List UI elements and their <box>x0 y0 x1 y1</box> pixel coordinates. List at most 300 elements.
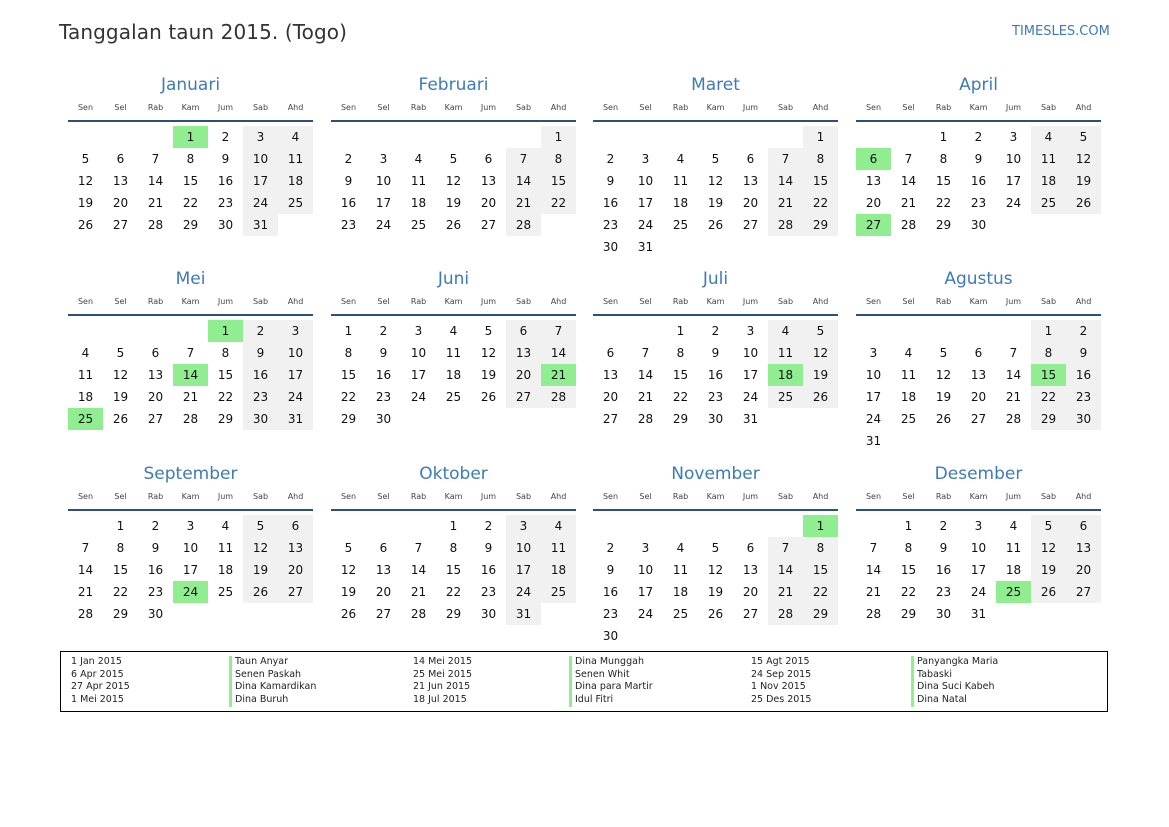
day-cell: 30 <box>480 607 497 621</box>
weekday-label: Jum <box>480 103 497 112</box>
weekday-label: Sel <box>377 492 390 501</box>
legend-date: 25 Mei 2015 <box>413 668 472 680</box>
day-cell: 14 <box>1005 368 1022 382</box>
holiday-day-cell: 1 <box>208 320 243 342</box>
month-name: Februari <box>418 75 489 95</box>
day-cell: 31 <box>970 607 987 621</box>
day-cell: 26 <box>77 218 94 232</box>
day-cell: 4 <box>1031 126 1066 148</box>
day-cell: 8 <box>803 537 838 559</box>
weekday-header <box>593 297 838 309</box>
day-cell: 21 <box>77 585 94 599</box>
legend-dates <box>413 656 472 707</box>
weekday-label: Sel <box>902 297 915 306</box>
day-cell: 2 <box>939 519 948 533</box>
legend-names <box>229 656 316 707</box>
day-cell: 18 <box>217 563 234 577</box>
day-cell: 20 <box>865 196 882 210</box>
day-cell: 31 <box>243 214 278 236</box>
day-cell: 6 <box>746 152 755 166</box>
day-cell: 3 <box>278 320 313 342</box>
month-divider <box>331 120 576 122</box>
day-cell: 28 <box>865 607 882 621</box>
day-cell: 12 <box>480 346 497 360</box>
day-cell: 19 <box>243 559 278 581</box>
legend-holiday-name: Idul Fitri <box>575 694 614 706</box>
weekday-label: Ahd <box>287 297 304 306</box>
weekday-label: Jum <box>480 492 497 501</box>
day-cell: 20 <box>375 585 392 599</box>
day-cell: 15 <box>803 170 838 192</box>
day-cell: 28 <box>637 412 654 426</box>
day-cell: 1 <box>541 126 576 148</box>
day-cell: 17 <box>182 563 199 577</box>
day-cell: 4 <box>221 519 230 533</box>
day-cell: 25 <box>278 192 313 214</box>
day-cell: 5 <box>939 346 948 360</box>
day-cell: 26 <box>935 412 952 426</box>
legend-date: 27 Apr 2015 <box>71 681 130 693</box>
day-cell: 14 <box>541 342 576 364</box>
day-cell: 28 <box>1005 412 1022 426</box>
day-cell: 13 <box>112 174 129 188</box>
day-cell: 30 <box>147 607 164 621</box>
day-cell: 8 <box>904 541 913 555</box>
day-cell: 27 <box>480 218 497 232</box>
day-cell: 22 <box>803 581 838 603</box>
holiday-day-cell: 21 <box>541 364 576 386</box>
day-cell: 5 <box>1031 515 1066 537</box>
day-cell: 24 <box>375 218 392 232</box>
day-cell: 10 <box>410 346 427 360</box>
weekday-label: Rab <box>935 492 952 501</box>
day-cell: 29 <box>217 412 234 426</box>
weekday-label: Sab <box>777 103 794 112</box>
day-cell: 20 <box>602 390 619 404</box>
day-cell: 19 <box>707 585 724 599</box>
day-cell: 18 <box>445 368 462 382</box>
day-cell: 10 <box>1005 152 1022 166</box>
day-cell: 2 <box>606 541 615 555</box>
day-cell: 23 <box>340 218 357 232</box>
holiday-legend <box>60 651 1108 712</box>
day-cell: 18 <box>1005 563 1022 577</box>
day-cell: 23 <box>1066 386 1101 408</box>
weekday-label: Sen <box>865 297 882 306</box>
legend-date: 18 Jul 2015 <box>413 694 467 706</box>
day-cell: 13 <box>1066 537 1101 559</box>
day-cell: 5 <box>1066 126 1101 148</box>
day-cell: 17 <box>970 563 987 577</box>
weekday-label: Ahd <box>550 297 567 306</box>
day-cell: 31 <box>865 434 882 448</box>
day-cell: 1 <box>676 324 685 338</box>
weekday-label: Rab <box>672 103 689 112</box>
month-divider <box>593 509 838 511</box>
day-cell: 18 <box>77 390 94 404</box>
day-cell: 5 <box>81 152 90 166</box>
day-cell: 10 <box>278 342 313 364</box>
legend-date: 14 Mei 2015 <box>413 656 472 667</box>
day-cell: 5 <box>344 541 353 555</box>
day-cell: 27 <box>970 412 987 426</box>
day-cell: 14 <box>77 563 94 577</box>
site-link[interactable]: TIMESLES.COM <box>1012 24 1110 39</box>
day-cell: 3 <box>746 324 755 338</box>
day-cell: 25 <box>541 581 576 603</box>
legend-names <box>569 656 653 707</box>
month-divider <box>68 120 313 122</box>
day-cell: 22 <box>803 192 838 214</box>
weekday-label: Jum <box>1005 297 1022 306</box>
day-cell: 1 <box>939 130 948 144</box>
day-cell: 10 <box>637 563 654 577</box>
day-cell: 7 <box>151 152 160 166</box>
legend-date: 21 Jun 2015 <box>413 681 471 693</box>
day-cell: 18 <box>672 196 689 210</box>
day-cell: 22 <box>900 585 917 599</box>
day-cell: 22 <box>935 196 952 210</box>
legend-holiday-name: Dina Natal <box>917 694 967 706</box>
day-cell: 9 <box>344 174 353 188</box>
day-cell: 15 <box>541 170 576 192</box>
day-cell: 29 <box>672 412 689 426</box>
day-cell: 18 <box>278 170 313 192</box>
weekday-label: Sen <box>77 492 94 501</box>
day-cell: 3 <box>974 519 983 533</box>
day-cell: 28 <box>768 603 803 625</box>
day-cell: 29 <box>1031 408 1066 430</box>
day-cell: 11 <box>278 148 313 170</box>
weekday-label: Rab <box>410 297 427 306</box>
day-cell: 28 <box>147 218 164 232</box>
day-cell: 9 <box>243 342 278 364</box>
day-cell: 1 <box>904 519 913 533</box>
day-cell: 3 <box>869 346 878 360</box>
day-cell: 16 <box>707 368 724 382</box>
day-cell: 10 <box>637 174 654 188</box>
day-cell: 9 <box>606 174 615 188</box>
day-cell: 31 <box>506 603 541 625</box>
day-cell: 5 <box>484 324 493 338</box>
day-cell: 12 <box>707 174 724 188</box>
day-cell: 23 <box>480 585 497 599</box>
day-cell: 9 <box>1066 342 1101 364</box>
page-title: Tanggalan taun 2015. (Togo) <box>59 20 348 44</box>
month-name: Oktober <box>419 464 488 484</box>
day-cell: 7 <box>768 537 803 559</box>
weekday-label: Ahd <box>1075 103 1092 112</box>
day-cell: 27 <box>742 607 759 621</box>
month-name: Juli <box>702 269 729 289</box>
day-cell: 1 <box>344 324 353 338</box>
weekday-label: Sab <box>515 103 532 112</box>
day-cell: 29 <box>803 214 838 236</box>
day-cell: 23 <box>243 386 278 408</box>
day-cell: 27 <box>375 607 392 621</box>
day-cell: 18 <box>410 196 427 210</box>
day-cell: 12 <box>803 342 838 364</box>
weekday-label: Sab <box>777 492 794 501</box>
day-cell: 11 <box>672 174 689 188</box>
day-cell: 21 <box>637 390 654 404</box>
weekday-label: Sab <box>252 297 269 306</box>
day-cell: 15 <box>340 368 357 382</box>
day-cell: 11 <box>1031 148 1066 170</box>
legend-holiday-name: Dina Munggah <box>575 656 644 667</box>
day-cell: 14 <box>637 368 654 382</box>
day-cell: 28 <box>768 214 803 236</box>
day-cell: 7 <box>1009 346 1018 360</box>
day-cell: 1 <box>803 126 838 148</box>
day-cell: 10 <box>506 537 541 559</box>
day-cell: 30 <box>375 412 392 426</box>
weekday-label: Sel <box>114 492 127 501</box>
day-cell: 6 <box>746 541 755 555</box>
day-cell: 21 <box>768 581 803 603</box>
day-cell: 27 <box>147 412 164 426</box>
day-cell: 3 <box>243 126 278 148</box>
weekday-label: Sel <box>902 103 915 112</box>
legend-holiday-name: Panyangka Maria <box>917 656 999 667</box>
weekday-label: Ahd <box>550 492 567 501</box>
day-cell: 4 <box>278 126 313 148</box>
day-cell: 25 <box>217 585 234 599</box>
day-cell: 24 <box>410 390 427 404</box>
weekday-label: Rab <box>147 492 164 501</box>
month-name: Agustus <box>944 269 1013 289</box>
weekday-label: Rab <box>672 492 689 501</box>
day-cell: 14 <box>900 174 917 188</box>
day-cell: 13 <box>602 368 619 382</box>
day-cell: 31 <box>742 412 759 426</box>
holiday-day-cell: 27 <box>856 214 891 236</box>
day-cell: 7 <box>186 346 195 360</box>
day-cell: 9 <box>151 541 160 555</box>
day-cell: 10 <box>742 346 759 360</box>
weekday-label: Jum <box>1005 492 1022 501</box>
day-cell: 16 <box>935 563 952 577</box>
day-cell: 7 <box>414 541 423 555</box>
day-cell: 26 <box>1031 581 1066 603</box>
weekday-label: Rab <box>672 297 689 306</box>
day-cell: 13 <box>742 563 759 577</box>
day-cell: 26 <box>340 607 357 621</box>
day-cell: 10 <box>375 174 392 188</box>
weekday-label: Jum <box>217 297 234 306</box>
day-cell: 19 <box>445 196 462 210</box>
day-cell: 27 <box>742 218 759 232</box>
day-cell: 13 <box>865 174 882 188</box>
day-cell: 21 <box>147 196 164 210</box>
weekday-header <box>68 297 313 309</box>
day-cell: 15 <box>803 559 838 581</box>
month-divider <box>856 509 1101 511</box>
day-cell: 10 <box>970 541 987 555</box>
month-divider <box>331 314 576 316</box>
day-cell: 2 <box>221 130 230 144</box>
day-cell: 26 <box>1066 192 1101 214</box>
weekday-label: Sen <box>340 492 357 501</box>
day-cell: 6 <box>974 346 983 360</box>
day-cell: 8 <box>939 152 948 166</box>
day-cell: 19 <box>1031 559 1066 581</box>
day-cell: 27 <box>278 581 313 603</box>
day-cell: 19 <box>340 585 357 599</box>
day-cell: 31 <box>637 240 654 254</box>
day-cell: 22 <box>112 585 129 599</box>
day-cell: 24 <box>278 386 313 408</box>
weekday-label: Sel <box>377 103 390 112</box>
day-cell: 16 <box>375 368 392 382</box>
day-cell: 4 <box>81 346 90 360</box>
day-cell: 29 <box>935 218 952 232</box>
weekday-label: Sen <box>340 297 357 306</box>
day-cell: 20 <box>506 364 541 386</box>
day-cell: 3 <box>186 519 195 533</box>
day-cell: 4 <box>676 152 685 166</box>
weekday-label: Jum <box>742 297 759 306</box>
holiday-day-cell: 24 <box>173 581 208 603</box>
day-cell: 20 <box>1066 559 1101 581</box>
day-cell: 3 <box>1009 130 1018 144</box>
day-cell: 17 <box>506 559 541 581</box>
day-cell: 7 <box>541 320 576 342</box>
day-cell: 29 <box>803 603 838 625</box>
day-cell: 6 <box>278 515 313 537</box>
day-cell: 29 <box>900 607 917 621</box>
weekday-label: Rab <box>410 492 427 501</box>
day-cell: 7 <box>869 541 878 555</box>
legend-holiday-name: Dina Buruh <box>235 694 289 706</box>
day-cell: 11 <box>541 537 576 559</box>
legend-date: 1 Nov 2015 <box>751 681 806 693</box>
day-cell: 1 <box>1031 320 1066 342</box>
weekday-label: Ahd <box>1075 297 1092 306</box>
day-cell: 9 <box>974 152 983 166</box>
day-cell: 9 <box>221 152 230 166</box>
day-cell: 8 <box>186 152 195 166</box>
day-cell: 28 <box>182 412 199 426</box>
day-cell: 15 <box>112 563 129 577</box>
weekday-label: Sen <box>77 103 94 112</box>
day-cell: 22 <box>672 390 689 404</box>
day-cell: 25 <box>768 386 803 408</box>
day-cell: 22 <box>1031 386 1066 408</box>
month-name: Desember <box>934 464 1023 484</box>
day-cell: 12 <box>112 368 129 382</box>
day-cell: 8 <box>449 541 458 555</box>
day-cell: 12 <box>1066 148 1101 170</box>
weekday-label: Kam <box>181 297 200 306</box>
day-cell: 23 <box>970 196 987 210</box>
month-name: November <box>671 464 760 484</box>
day-cell: 22 <box>217 390 234 404</box>
day-cell: 13 <box>480 174 497 188</box>
legend-holiday-name: Senen Paskah <box>235 668 302 680</box>
legend-holiday-name: Dina Kamardikan <box>235 681 317 693</box>
day-cell: 23 <box>147 585 164 599</box>
day-cell: 11 <box>768 342 803 364</box>
day-cell: 11 <box>77 368 94 382</box>
day-cell: 1 <box>116 519 125 533</box>
day-cell: 8 <box>676 346 685 360</box>
legend-date: 1 Mei 2015 <box>71 694 124 706</box>
day-cell: 10 <box>182 541 199 555</box>
day-cell: 15 <box>900 563 917 577</box>
weekday-header <box>331 103 576 115</box>
day-cell: 2 <box>344 152 353 166</box>
weekday-label: Rab <box>410 103 427 112</box>
month-divider <box>68 314 313 316</box>
day-cell: 14 <box>768 170 803 192</box>
weekday-label: Kam <box>706 297 725 306</box>
day-cell: 18 <box>541 559 576 581</box>
day-cell: 25 <box>445 390 462 404</box>
day-cell: 7 <box>506 148 541 170</box>
day-cell: 7 <box>768 148 803 170</box>
holiday-day-cell: 6 <box>856 148 891 170</box>
day-cell: 28 <box>506 214 541 236</box>
day-cell: 15 <box>935 174 952 188</box>
day-cell: 13 <box>278 537 313 559</box>
weekday-label: Sab <box>252 492 269 501</box>
day-cell: 17 <box>637 585 654 599</box>
day-cell: 14 <box>506 170 541 192</box>
day-cell: 12 <box>340 563 357 577</box>
day-cell: 24 <box>970 585 987 599</box>
day-cell: 29 <box>112 607 129 621</box>
legend-holiday-name: Dina Suci Kabeh <box>917 681 995 693</box>
weekday-header <box>331 492 576 504</box>
weekday-header <box>856 103 1101 115</box>
day-cell: 2 <box>1066 320 1101 342</box>
day-cell: 3 <box>414 324 423 338</box>
day-cell: 16 <box>217 174 234 188</box>
day-cell: 3 <box>641 152 650 166</box>
legend-date: 25 Des 2015 <box>751 694 812 706</box>
day-cell: 18 <box>900 390 917 404</box>
day-cell: 4 <box>676 541 685 555</box>
weekday-label: Kam <box>181 492 200 501</box>
day-cell: 14 <box>147 174 164 188</box>
day-cell: 4 <box>904 346 913 360</box>
day-cell: 17 <box>410 368 427 382</box>
day-cell: 24 <box>506 581 541 603</box>
day-cell: 10 <box>243 148 278 170</box>
day-cell: 10 <box>865 368 882 382</box>
day-cell: 11 <box>217 541 234 555</box>
day-cell: 2 <box>711 324 720 338</box>
weekday-label: Sen <box>602 297 619 306</box>
day-cell: 13 <box>506 342 541 364</box>
day-cell: 16 <box>147 563 164 577</box>
day-cell: 6 <box>506 320 541 342</box>
day-cell: 22 <box>182 196 199 210</box>
day-cell: 12 <box>445 174 462 188</box>
day-cell: 8 <box>1031 342 1066 364</box>
day-cell: 4 <box>449 324 458 338</box>
holiday-day-cell: 1 <box>803 515 838 537</box>
day-cell: 12 <box>707 563 724 577</box>
day-cell: 30 <box>935 607 952 621</box>
weekday-label: Sab <box>515 297 532 306</box>
day-cell: 12 <box>77 174 94 188</box>
day-cell: 5 <box>116 346 125 360</box>
day-cell: 16 <box>602 585 619 599</box>
day-cell: 25 <box>1031 192 1066 214</box>
day-cell: 3 <box>379 152 388 166</box>
